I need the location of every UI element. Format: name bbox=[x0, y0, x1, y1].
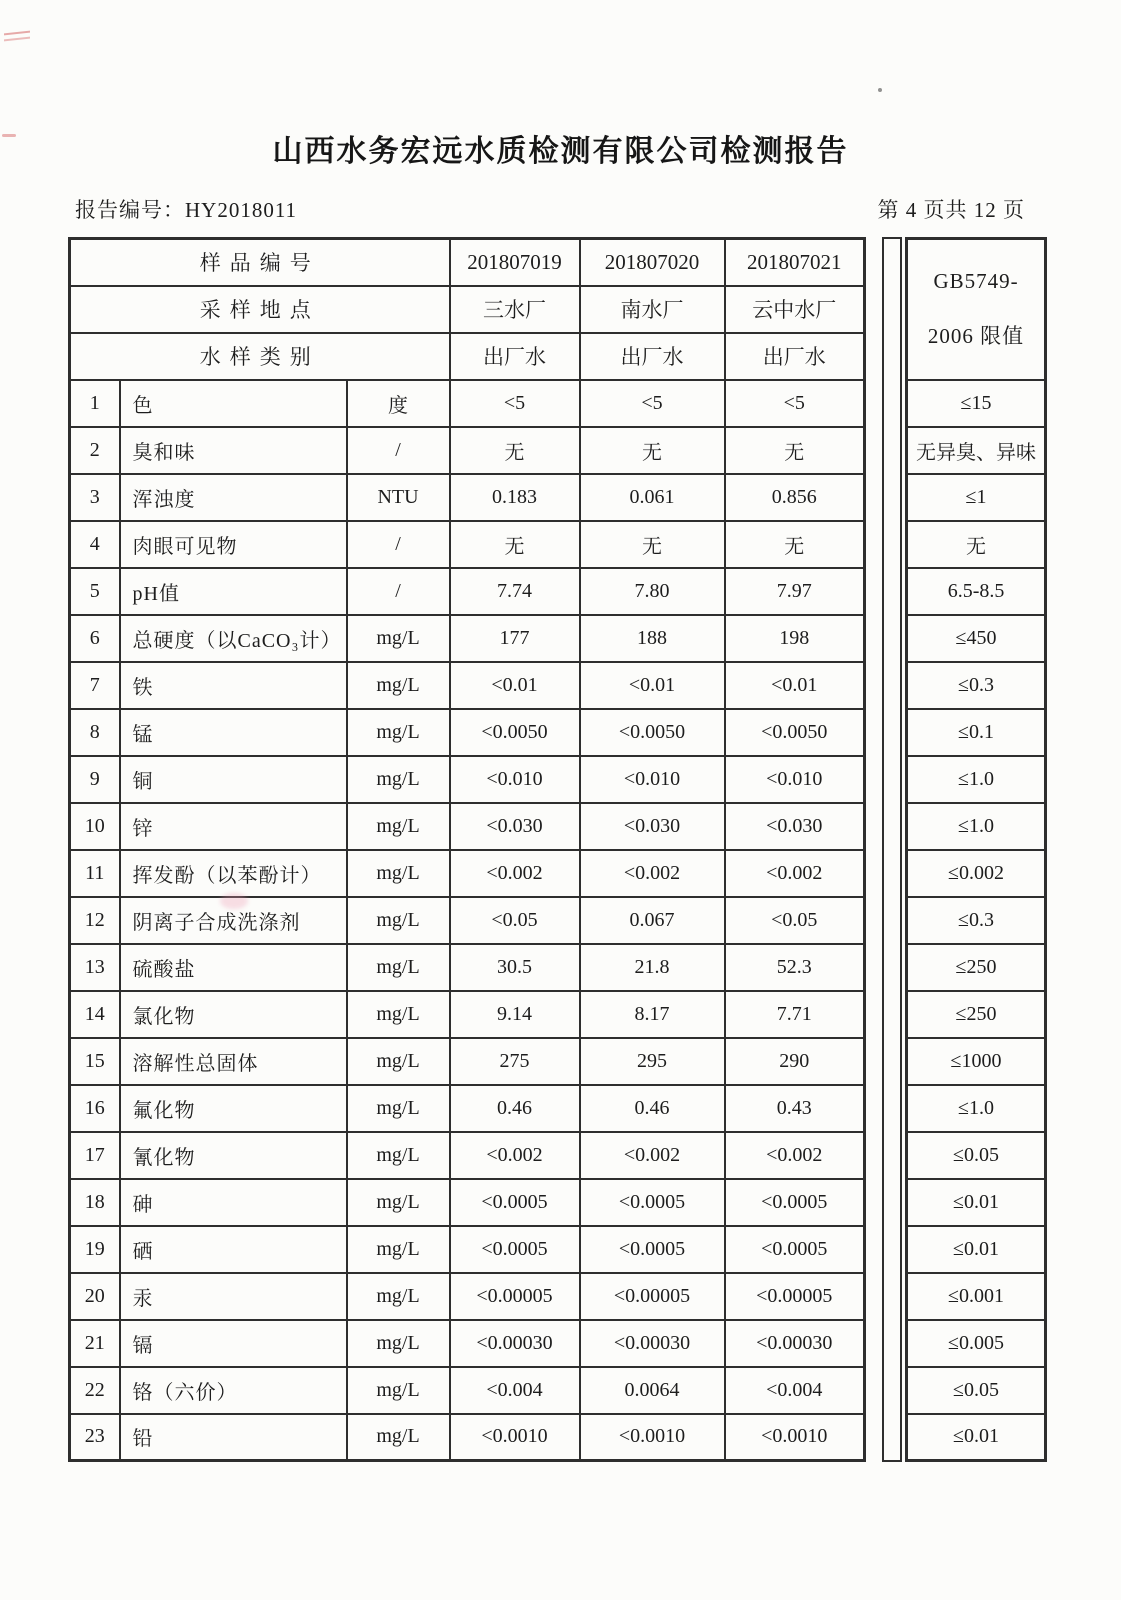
table-row bbox=[70, 991, 865, 1038]
param-unit: / bbox=[347, 521, 450, 568]
row-number: 16 bbox=[70, 1085, 120, 1132]
sample-value-3: <0.002 bbox=[725, 1132, 865, 1179]
row-number: 5 bbox=[70, 568, 120, 615]
param-unit: mg/L bbox=[347, 1367, 450, 1414]
main-table-body bbox=[70, 239, 865, 1461]
limit-row bbox=[907, 756, 1046, 803]
row-number: 20 bbox=[70, 1273, 120, 1320]
row-number: 18 bbox=[70, 1179, 120, 1226]
report-meta-row bbox=[75, 194, 1025, 224]
meta-value-1: 三水厂 bbox=[450, 286, 580, 333]
sample-value-3: 290 bbox=[725, 1038, 865, 1085]
sample-value-1: <5 bbox=[450, 380, 580, 427]
row-number: 21 bbox=[70, 1320, 120, 1367]
separator-strip bbox=[882, 237, 902, 1462]
sample-value-2: 7.80 bbox=[580, 568, 725, 615]
param-unit: mg/L bbox=[347, 615, 450, 662]
param-name: 挥发酚（以苯酚计） bbox=[120, 850, 347, 897]
limit-value: ≤0.002 bbox=[907, 850, 1046, 897]
table-row bbox=[70, 474, 865, 521]
table-row bbox=[70, 615, 865, 662]
limit-row bbox=[907, 944, 1046, 991]
sample-value-2: 0.061 bbox=[580, 474, 725, 521]
sample-value-1: <0.0050 bbox=[450, 709, 580, 756]
param-name: 铬（六价） bbox=[120, 1367, 347, 1414]
sample-value-3: <0.0005 bbox=[725, 1226, 865, 1273]
sample-value-3: 198 bbox=[725, 615, 865, 662]
row-number: 15 bbox=[70, 1038, 120, 1085]
param-unit: mg/L bbox=[347, 756, 450, 803]
sample-value-3: <0.01 bbox=[725, 662, 865, 709]
table-row bbox=[70, 1132, 865, 1179]
sample-value-2: <0.0010 bbox=[580, 1414, 725, 1461]
param-name: 总硬度（以CaCO₃计） bbox=[120, 615, 347, 662]
sample-value-2: <0.00005 bbox=[580, 1273, 725, 1320]
sample-value-2: 8.17 bbox=[580, 991, 725, 1038]
table-row bbox=[70, 850, 865, 897]
limit-value: ≤0.3 bbox=[907, 897, 1046, 944]
table-row bbox=[70, 1085, 865, 1132]
param-unit: mg/L bbox=[347, 1226, 450, 1273]
param-name: 氯化物 bbox=[120, 991, 347, 1038]
param-name: 阴离子合成洗涤剂 bbox=[120, 897, 347, 944]
row-number: 22 bbox=[70, 1367, 120, 1414]
row-number: 8 bbox=[70, 709, 120, 756]
table-row bbox=[70, 1320, 865, 1367]
limit-value: ≤0.05 bbox=[907, 1132, 1046, 1179]
sample-value-2: 21.8 bbox=[580, 944, 725, 991]
limit-value: ≤0.05 bbox=[907, 1367, 1046, 1414]
sample-value-1: 0.46 bbox=[450, 1085, 580, 1132]
row-number: 7 bbox=[70, 662, 120, 709]
sample-value-1: <0.004 bbox=[450, 1367, 580, 1414]
param-name: 汞 bbox=[120, 1273, 347, 1320]
row-number: 23 bbox=[70, 1414, 120, 1461]
limit-row bbox=[907, 709, 1046, 756]
param-unit: mg/L bbox=[347, 709, 450, 756]
meta-row bbox=[70, 239, 865, 286]
limit-row bbox=[907, 1320, 1046, 1367]
sample-value-3: 0.43 bbox=[725, 1085, 865, 1132]
sample-value-2: 295 bbox=[580, 1038, 725, 1085]
sample-value-3: <0.0005 bbox=[725, 1179, 865, 1226]
row-number: 12 bbox=[70, 897, 120, 944]
limit-row bbox=[907, 662, 1046, 709]
table-row bbox=[70, 427, 865, 474]
sample-value-3: <0.030 bbox=[725, 803, 865, 850]
sample-value-3: <0.00030 bbox=[725, 1320, 865, 1367]
meta-row bbox=[70, 333, 865, 380]
param-name: 铜 bbox=[120, 756, 347, 803]
table-row bbox=[70, 709, 865, 756]
limit-value: ≤450 bbox=[907, 615, 1046, 662]
sample-value-1: <0.0010 bbox=[450, 1414, 580, 1461]
sample-value-1: <0.00030 bbox=[450, 1320, 580, 1367]
meta-row bbox=[70, 286, 865, 333]
sample-value-3: 7.71 bbox=[725, 991, 865, 1038]
meta-value-2: 201807020 bbox=[580, 239, 725, 286]
row-number: 13 bbox=[70, 944, 120, 991]
sample-value-1: <0.010 bbox=[450, 756, 580, 803]
sample-value-2: <0.010 bbox=[580, 756, 725, 803]
limit-value: ≤1.0 bbox=[907, 1085, 1046, 1132]
limit-table-body bbox=[907, 239, 1046, 1461]
param-unit: mg/L bbox=[347, 897, 450, 944]
meta-value-3: 201807021 bbox=[725, 239, 865, 286]
limit-row bbox=[907, 1085, 1046, 1132]
param-unit: mg/L bbox=[347, 1179, 450, 1226]
limit-row bbox=[907, 803, 1046, 850]
table-row bbox=[70, 756, 865, 803]
meta-value-3: 出厂水 bbox=[725, 333, 865, 380]
param-name: 镉 bbox=[120, 1320, 347, 1367]
param-name: 铅 bbox=[120, 1414, 347, 1461]
sample-value-2: 无 bbox=[580, 521, 725, 568]
main-table bbox=[68, 237, 866, 1462]
param-unit: mg/L bbox=[347, 1320, 450, 1367]
limit-row bbox=[907, 474, 1046, 521]
limit-row bbox=[907, 897, 1046, 944]
sample-value-2: <5 bbox=[580, 380, 725, 427]
table-row bbox=[70, 897, 865, 944]
table-row bbox=[70, 662, 865, 709]
param-name: 氟化物 bbox=[120, 1085, 347, 1132]
table-row bbox=[70, 1038, 865, 1085]
sample-value-1: 0.183 bbox=[450, 474, 580, 521]
table-row bbox=[70, 803, 865, 850]
limit-value: ≤0.01 bbox=[907, 1226, 1046, 1273]
limit-row bbox=[907, 427, 1046, 474]
param-unit: mg/L bbox=[347, 850, 450, 897]
sample-value-1: <0.030 bbox=[450, 803, 580, 850]
limit-value: ≤1.0 bbox=[907, 756, 1046, 803]
param-name: 色 bbox=[120, 380, 347, 427]
param-name: 锰 bbox=[120, 709, 347, 756]
results-table-area bbox=[68, 237, 1121, 1462]
limit-value: 6.5-8.5 bbox=[907, 568, 1046, 615]
param-name: 臭和味 bbox=[120, 427, 347, 474]
limit-value: ≤0.01 bbox=[907, 1414, 1046, 1461]
sample-value-1: 177 bbox=[450, 615, 580, 662]
sample-value-3: <0.002 bbox=[725, 850, 865, 897]
sample-value-2: <0.002 bbox=[580, 850, 725, 897]
sample-value-1: <0.002 bbox=[450, 850, 580, 897]
sample-value-1: 无 bbox=[450, 427, 580, 474]
limit-row bbox=[907, 1367, 1046, 1414]
sample-value-2: <0.00030 bbox=[580, 1320, 725, 1367]
sample-value-1: <0.002 bbox=[450, 1132, 580, 1179]
limit-value: ≤250 bbox=[907, 944, 1046, 991]
param-unit: NTU bbox=[347, 474, 450, 521]
param-unit: mg/L bbox=[347, 803, 450, 850]
sample-value-3: <0.0050 bbox=[725, 709, 865, 756]
param-name: 硫酸盐 bbox=[120, 944, 347, 991]
row-number: 14 bbox=[70, 991, 120, 1038]
page-title: 山西水务宏远水质检测有限公司检测报告 bbox=[272, 135, 849, 168]
param-name: 砷 bbox=[120, 1179, 347, 1226]
sample-value-2: <0.01 bbox=[580, 662, 725, 709]
sample-value-1: 7.74 bbox=[450, 568, 580, 615]
table-row bbox=[70, 380, 865, 427]
limit-row bbox=[907, 521, 1046, 568]
sample-value-1: 无 bbox=[450, 521, 580, 568]
table-row bbox=[70, 1367, 865, 1414]
sample-value-2: <0.0005 bbox=[580, 1179, 725, 1226]
row-number: 2 bbox=[70, 427, 120, 474]
limit-value: ≤0.001 bbox=[907, 1273, 1046, 1320]
page-indicator: 第 4 页共 12 页 bbox=[877, 198, 1025, 222]
limit-header-line: 2006 限值 bbox=[927, 323, 1025, 348]
sample-value-1: 275 bbox=[450, 1038, 580, 1085]
param-unit: mg/L bbox=[347, 1085, 450, 1132]
table-row bbox=[70, 521, 865, 568]
meta-value-1: 出厂水 bbox=[450, 333, 580, 380]
meta-value-1: 201807019 bbox=[450, 239, 580, 286]
limit-row bbox=[907, 615, 1046, 662]
limit-row bbox=[907, 1273, 1046, 1320]
sample-value-3: <0.004 bbox=[725, 1367, 865, 1414]
sample-value-3: 0.856 bbox=[725, 474, 865, 521]
table-row bbox=[70, 1226, 865, 1273]
sample-value-3: <0.010 bbox=[725, 756, 865, 803]
sample-value-3: 52.3 bbox=[725, 944, 865, 991]
param-name: 铁 bbox=[120, 662, 347, 709]
sample-value-2: 无 bbox=[580, 427, 725, 474]
sample-value-1: 30.5 bbox=[450, 944, 580, 991]
sample-value-2: <0.030 bbox=[580, 803, 725, 850]
sample-value-2: <0.0005 bbox=[580, 1226, 725, 1273]
sample-value-3: 无 bbox=[725, 427, 865, 474]
table-row bbox=[70, 1179, 865, 1226]
sample-value-2: 0.0064 bbox=[580, 1367, 725, 1414]
sample-value-3: <0.00005 bbox=[725, 1273, 865, 1320]
limit-row bbox=[907, 1226, 1046, 1273]
param-name: 浑浊度 bbox=[120, 474, 347, 521]
sample-value-2: 0.46 bbox=[580, 1085, 725, 1132]
sample-value-1: 9.14 bbox=[450, 991, 580, 1038]
table-row bbox=[70, 568, 865, 615]
param-name: 硒 bbox=[120, 1226, 347, 1273]
meta-value-2: 南水厂 bbox=[580, 286, 725, 333]
limit-value: ≤0.1 bbox=[907, 709, 1046, 756]
limit-row bbox=[907, 1038, 1046, 1085]
limit-value: ≤0.005 bbox=[907, 1320, 1046, 1367]
sample-value-2: 188 bbox=[580, 615, 725, 662]
limit-value: ≤0.01 bbox=[907, 1179, 1046, 1226]
param-unit: mg/L bbox=[347, 1038, 450, 1085]
limit-row bbox=[907, 1414, 1046, 1461]
table-row bbox=[70, 944, 865, 991]
param-unit: mg/L bbox=[347, 1414, 450, 1461]
row-number: 1 bbox=[70, 380, 120, 427]
sample-value-1: <0.0005 bbox=[450, 1226, 580, 1273]
sample-value-1: <0.05 bbox=[450, 897, 580, 944]
row-number: 11 bbox=[70, 850, 120, 897]
sample-value-1: <0.0005 bbox=[450, 1179, 580, 1226]
limit-value: 无异臭、异味 bbox=[907, 427, 1046, 474]
sample-value-3: <0.0010 bbox=[725, 1414, 865, 1461]
limit-header-line: GB5749- bbox=[933, 268, 1019, 293]
table-row bbox=[70, 1414, 865, 1461]
limit-row bbox=[907, 568, 1046, 615]
meta-value-3: 云中水厂 bbox=[725, 286, 865, 333]
limit-value: ≤1 bbox=[907, 474, 1046, 521]
row-number: 9 bbox=[70, 756, 120, 803]
param-unit: mg/L bbox=[347, 662, 450, 709]
param-name: pH值 bbox=[120, 568, 347, 615]
param-name: 锌 bbox=[120, 803, 347, 850]
limit-row bbox=[907, 380, 1046, 427]
sample-value-2: 0.067 bbox=[580, 897, 725, 944]
limit-table bbox=[905, 237, 1047, 1462]
limit-row bbox=[907, 850, 1046, 897]
limit-row bbox=[907, 991, 1046, 1038]
param-unit: mg/L bbox=[347, 1132, 450, 1179]
limit-row bbox=[907, 1132, 1046, 1179]
limit-row bbox=[907, 1179, 1046, 1226]
param-name: 肉眼可见物 bbox=[120, 521, 347, 568]
param-unit: mg/L bbox=[347, 1273, 450, 1320]
sample-value-3: <5 bbox=[725, 380, 865, 427]
sample-value-1: <0.01 bbox=[450, 662, 580, 709]
meta-label: 水样类别 bbox=[70, 333, 450, 380]
row-number: 6 bbox=[70, 615, 120, 662]
param-unit: / bbox=[347, 568, 450, 615]
meta-label: 采样地点 bbox=[70, 286, 450, 333]
limit-header bbox=[907, 239, 1046, 380]
row-number: 4 bbox=[70, 521, 120, 568]
param-unit: mg/L bbox=[347, 944, 450, 991]
param-unit: / bbox=[347, 427, 450, 474]
limit-value: ≤1.0 bbox=[907, 803, 1046, 850]
limit-value: ≤0.3 bbox=[907, 662, 1046, 709]
sample-value-2: <0.0050 bbox=[580, 709, 725, 756]
sample-value-3: 7.97 bbox=[725, 568, 865, 615]
param-name: 氰化物 bbox=[120, 1132, 347, 1179]
sample-value-1: <0.00005 bbox=[450, 1273, 580, 1320]
meta-label: 样品编号 bbox=[70, 239, 450, 286]
limit-value: 无 bbox=[907, 521, 1046, 568]
report-number: 报告编号：HY2018011 bbox=[75, 198, 298, 222]
table-row bbox=[70, 1273, 865, 1320]
sample-value-3: <0.05 bbox=[725, 897, 865, 944]
row-number: 3 bbox=[70, 474, 120, 521]
meta-value-2: 出厂水 bbox=[580, 333, 725, 380]
param-unit: mg/L bbox=[347, 991, 450, 1038]
sample-value-2: <0.002 bbox=[580, 1132, 725, 1179]
row-number: 10 bbox=[70, 803, 120, 850]
param-name: 溶解性总固体 bbox=[120, 1038, 347, 1085]
row-number: 19 bbox=[70, 1226, 120, 1273]
limit-value: ≤1000 bbox=[907, 1038, 1046, 1085]
row-number: 17 bbox=[70, 1132, 120, 1179]
limit-value: ≤15 bbox=[907, 380, 1046, 427]
limit-header-row bbox=[907, 239, 1046, 380]
sample-value-3: 无 bbox=[725, 521, 865, 568]
limit-value: ≤250 bbox=[907, 991, 1046, 1038]
param-unit: 度 bbox=[347, 380, 450, 427]
